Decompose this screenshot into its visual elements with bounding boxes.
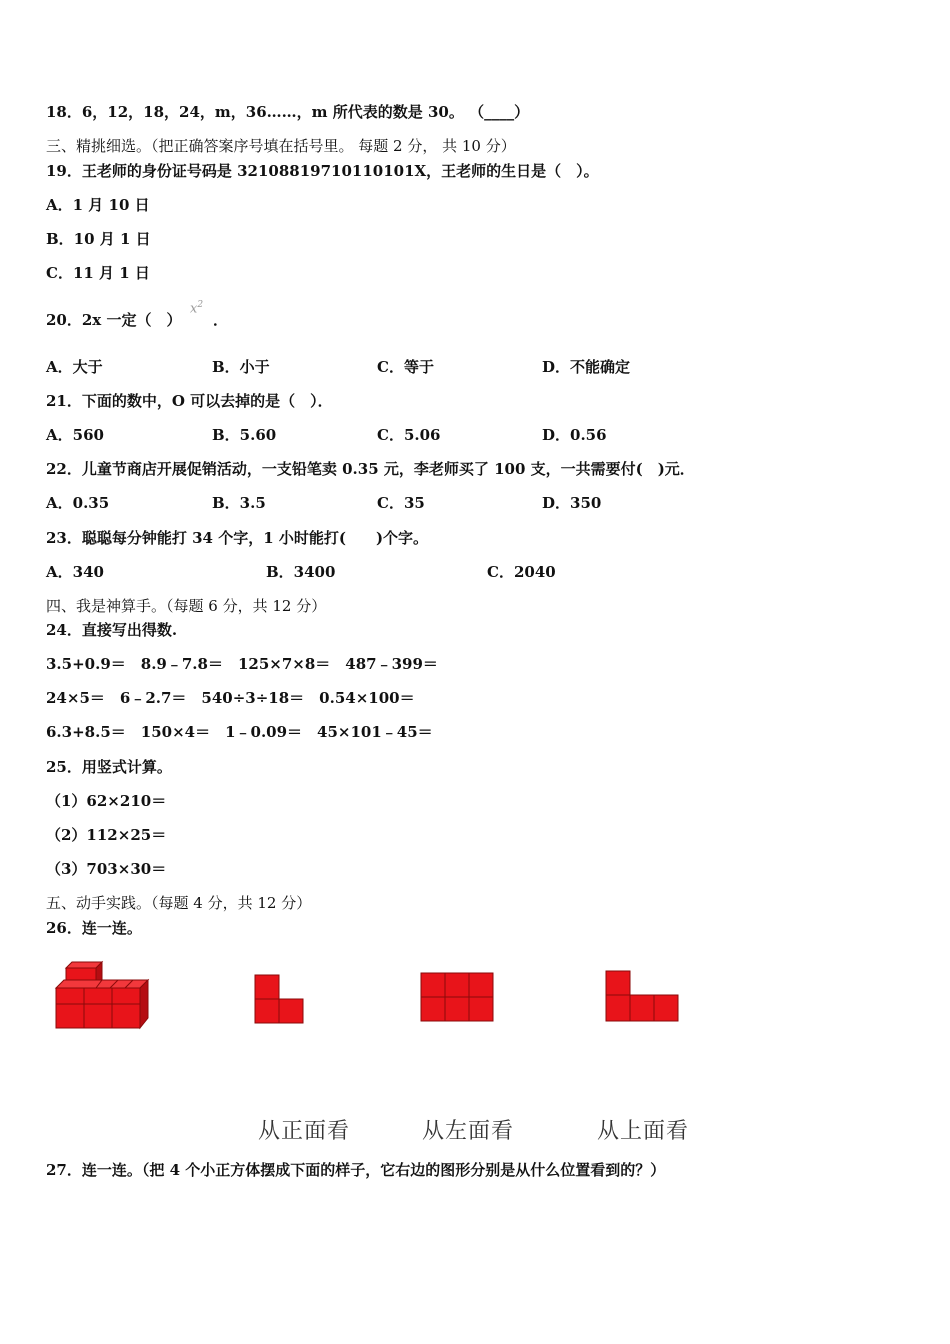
question-27: 27．连一连。（把 4 个小正方体摆成下面的样子，它右边的图形分别是从什么位置看到的？） (46, 1161, 666, 1179)
question-25-stem: 25．用竖式计算。 (46, 758, 172, 776)
question-18: 18．6，12，18，24，m，36……，m 所代表的数是 30。 （____） (46, 103, 530, 121)
view-label-front: 从正面看 (258, 1119, 351, 1144)
q22-option-d: D．350 (542, 494, 602, 512)
q20-option-b: B．小于 (212, 358, 270, 376)
q24-row: 24×5＝ 6﹣2.7＝ 540÷3÷18＝ 0.54×100＝ (46, 689, 415, 707)
question-24-stem: 24．直接写出得数. (46, 621, 178, 639)
q25-item: （2）112×25＝ (46, 826, 167, 844)
q23-option-b: B．3400 (266, 563, 336, 581)
section-4-title: 四、我是神算手。（每题 6 分，共 12 分） (46, 597, 327, 615)
view-label-left: 从左面看 (422, 1119, 515, 1144)
q21-option-d: D．0.56 (542, 426, 607, 444)
q20-option-c: C．等于 (377, 358, 434, 376)
view-shape-1 (254, 974, 306, 1026)
section-5-title: 五、动手实践。（每题 4 分，共 12 分） (46, 894, 312, 912)
question-21-stem: 21．下面的数中，O 可以去掉的是（ ）． (46, 392, 333, 410)
q21-option-b: B．5.60 (212, 426, 277, 444)
q24-row: 3.5+0.9＝ 8.9﹣7.8＝ 125×7×8＝ 487﹣399＝ (46, 655, 438, 673)
section-3-title: 三、精挑细选。（把正确答案序号填在括号里。 每题 2 分， 共 10 分） (46, 137, 516, 155)
question-19-stem: 19．王老师的身份证号码是 32108819710110101X，王老师的生日是（ ）。 (46, 162, 599, 180)
q19-option-b: B．10 月 1 日 (46, 230, 151, 248)
q19-option-c: C．11 月 1 日 (46, 264, 150, 282)
q22-option-c: C．35 (377, 494, 425, 512)
view-shape-2 (420, 972, 496, 1024)
view-label-top: 从上面看 (597, 1119, 690, 1144)
q25-item: （3）703×30＝ (46, 860, 167, 878)
question-22-stem: 22．儿童节商店开展促销活动，一支铅笔卖 0.35 元，李老师买了 100 支，一共需要付( )元． (46, 460, 695, 478)
q24-row: 6.3+8.5＝ 150×4＝ 1﹣0.09＝ 45×101﹣45＝ (46, 723, 433, 741)
question-20-stem: 20．2x 一定（ ） (46, 311, 182, 329)
q20-tail: ． (213, 311, 229, 329)
q23-option-c: C．2040 (487, 563, 556, 581)
question-23-stem: 23．聪聪每分钟能打 34 个字，1 小时能打( )个字。 (46, 529, 429, 547)
q20-expression: $x^2$ (190, 300, 204, 317)
q22-option-b: B．3.5 (212, 494, 266, 512)
view-shape-3 (605, 970, 683, 1024)
q20-option-d: D．不能确定 (542, 358, 631, 376)
q21-option-c: C．5.06 (377, 426, 441, 444)
q25-item: （1）62×210＝ (46, 792, 167, 810)
q19-option-a: A．1 月 10 日 (46, 196, 150, 214)
q23-option-a: A．340 (46, 563, 104, 581)
question-26-stem: 26．连一连。 (46, 919, 142, 937)
q20-option-a: A．大于 (46, 358, 103, 376)
q22-option-a: A．0.35 (46, 494, 110, 512)
cube-solid-figure (50, 958, 160, 1034)
q21-option-a: A．560 (46, 426, 104, 444)
